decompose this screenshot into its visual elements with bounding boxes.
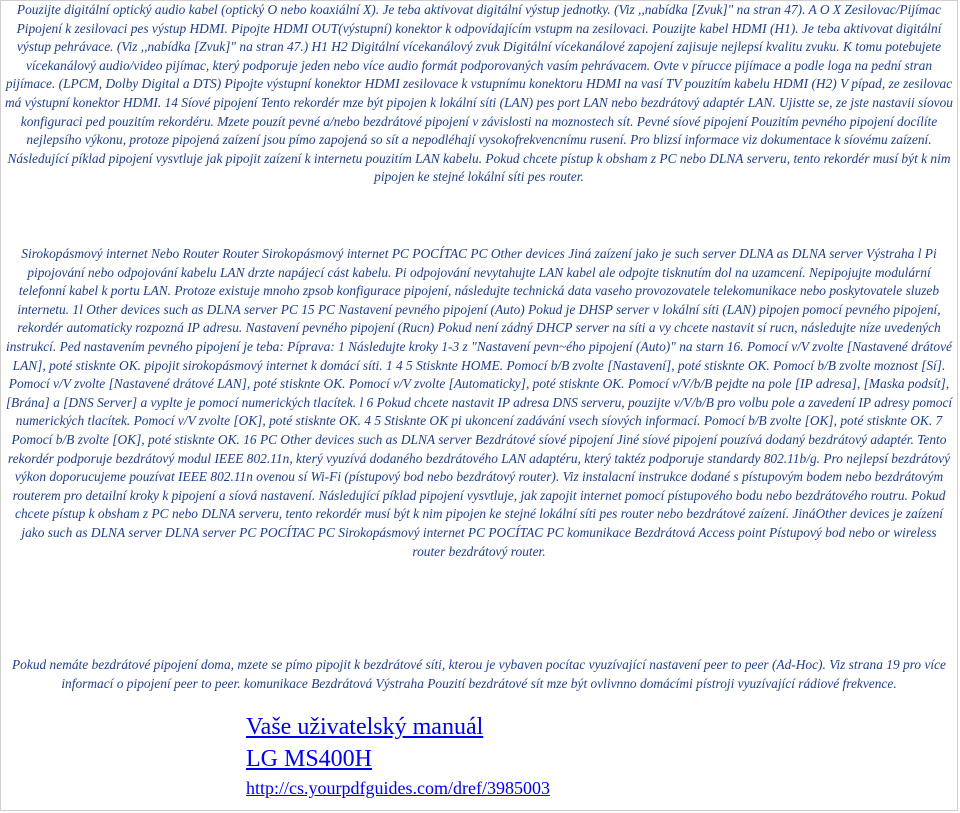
- body-paragraph-network-setup: Sirokopásmový internet Nebo Router Router Sirokopásmový internet PC POCÍTAC PC Other devices Jiná zaízení jako je such server DLNA as DLNA server Výstraha l Pi pipojování nebo odpojování kabelu LAN drzte napájecí cást kabelu. Pi odpojování nevytahujte LAN kabel ale odpojte tisknutím dol na uzamcení. Nepipojujte modulární telefonní kabel k portu LAN. Protoze existuje mnoho zpsob konfigurace pipojení, následujte technická data vaseho provozovatele telekomunikace nebo poskytovatele sluzeb internetu. 1l Other devices such as DLNA server PC 15 PC Nastavení pevného pipojení (Auto) Pokud je DHSP server v lokální síti (LAN) pipojen pomocí pevného pipojení, rekordér automaticky rozpozná IP adresu. Nastavení pevného pipojení (Rucn) Pokud není zádný DHCP server na síti a vy chcete nastavit sí rucn, následujte níze uvedených instrukcí. Ped nastavením pevného pipojení je teba: Píprava: 1 Následujte kroky 1-3 z "Nastavení pevn~ého pipojení (Auto)" na starn 16. Pomocí v/V zvolte [Nastavené drátové LAN], poté stisknte OK. pipojit sirokopásmový internet k domácí síti. 1 4 5 Stisknte HOME. Pomocí b/B zvolte [Nastavení], poté stisknte OK. Pomocí b/B zvolte moznost [Sí]. Pomocí v/V zvolte [Nastavené drátové LAN], poté stisknte OK. Pomocí v/V zvolte [Automaticky], poté stisknte OK. Pomocí v/V/b/B pejdte na pole [IP adresa], [Maska podsít], [Brána] a [DNS Server] a vyplte je pomocí numerických tlacítek. l 6 Pokud chcete nastavit IP adresa DNS serveru, pouzijte v/V/b/B pro volbu pole a zavedení IP adresy pomocí numerických tlacítek. Pomocí v/V zvolte [OK], poté stisknte OK. 4 5 Stisknte OK pi ukoncení zadávání vsech síových informací. Pomocí b/B zvolte [OK], poté stisknte OK. 7 Pomocí b/B zvolte [OK], poté stisknte OK. 16 PC Other devices such as DLNA server Bezdrátové síové pipojení Jiné síové pipojení pouzívá dodaný bezdrátový adaptér. Tento rekordér podporuje bezdrátový modul IEEE 802.11n, který vyuzívá dodaného bezdrátového LAN adaptéru, který taktéz podporuje standardy 802.11b/g. Pro nejlepsí bezdrátový výkon doporucujeme pouzívat IEEE 802.11n ovenou sí Wi-Fi (pístupový bod nebo bezdrátový router). Viz instalacní instrukce dodané s pístupovým bodem nebo bezdrátovým routerem pro detailní kroky k pipojení a síová nastavení. Následující píklad pipojení vysvtluje, jak zapojit internet pomocí pístupového bodu nebo bezdrátového routru. Pokud chcete pístup k obsham z PC nebo DLNA serveru, tento rekordér musí být k nim pipojen ke stejné lokální síti pes router nebo bezdrátové zaízení. JináOther devices je zaízení jako such as DLNA server DLNA server PC POCÍTAC PC Sirokopásmový internet PC POCÍTAC PC komunikace Bezdrátová Access point Pístupový bod nebo or wireless router bezdrátový router.: [5, 246, 953, 559]
- user-manual-link[interactable]: Vaše uživatelský manuál: [246, 714, 484, 740]
- body-paragraph-adhoc: Pokud nemáte bezdrátové pipojení doma, mzete se pímo pipojit k bezdrátové síti, kterou je vybaven pocítac vyuzívající nastavení peer to peer (Ad-Hoc). Viz strana 19 pro více informací o pipojení peer to peer. komunikace Bezdrátová Výstraha Pouzití bezdrátové sít mze být ovlivnno domácími pístroji vyuzívající rádiové frekvence.: [12, 657, 946, 691]
- source-url-link[interactable]: http://cs.yourpdfguides.com/dref/3985003: [246, 778, 550, 798]
- model-link[interactable]: LG MS400H: [246, 746, 373, 772]
- body-paragraph-connections: Pouzijte digitální optický audio kabel (optický O nebo koaxiální X). Je teba aktivovat digitální výstup jednotky. (Viz ,,nabídka [Zvuk]" na stran 47). A O X Zesilovac/Pijímac Pipojení k zesilovaci pes výstup HDMI. Pipojte HDMI OUT(výstupní) konektor k odpovídajícím vstupm na zesilovaci. Pouzijte kabel HDMI (H1). Je teba aktivovat digitální výstup pehrávace. (Viz ,,nabídka [Zvuk]" na stran 47.) H1 H2 Digitální vícekanálový zvuk Digitální vícekanálové zapojení zajisuje nejlepsí kvalitu zvuku. K tomu potebujete vícekanálový audio/video pijímac, který podporuje jeden nebo více audio formát podporovaných vasím pehrávacem. Ovte v pírucce pijímace a podle loga na pední stran pijímace. (LPCM, Dolby Digital a DTS) Pipojte výstupní konektor HDMI zesilovace k vstupnímu konektoru HDMI na vasí TV pouzitím kabelu HDMI (H2) V pípad, ze zesilovac má výstupní konektor HDMI. 14 Síové pipojení Tento rekordér mze být pipojen k lokální síti (LAN) pes port LAN nebo bezdrátový adaptér LAN. Ujistte se, ze jste nastavii síovou konfiguraci ped pouzitím rekordéru. Mzete pouzít pevné a/nebo bezdrátové pipojení v závislosti na moznostech sít. Pevné síové pipojení Pouzitím pevného pipojení docílíte nejlepsího výkonu, protoze pipojená zaízení jsou pímo zapojená so sít a nepodléhají vysokofrekvencnímu rusení. Pro blizsí informace viz dokumentace k síovému zaízení. Následující píklad pipojení vysvtluje jak pipojit zaízení k internetu pouzitím LAN kabelu. Pokud chcete pístup k obsham z PC nebo DLNA serveru, tento rekordér musí být k nim pipojen ke stejné lokální síti pes router.: [5, 2, 954, 185]
